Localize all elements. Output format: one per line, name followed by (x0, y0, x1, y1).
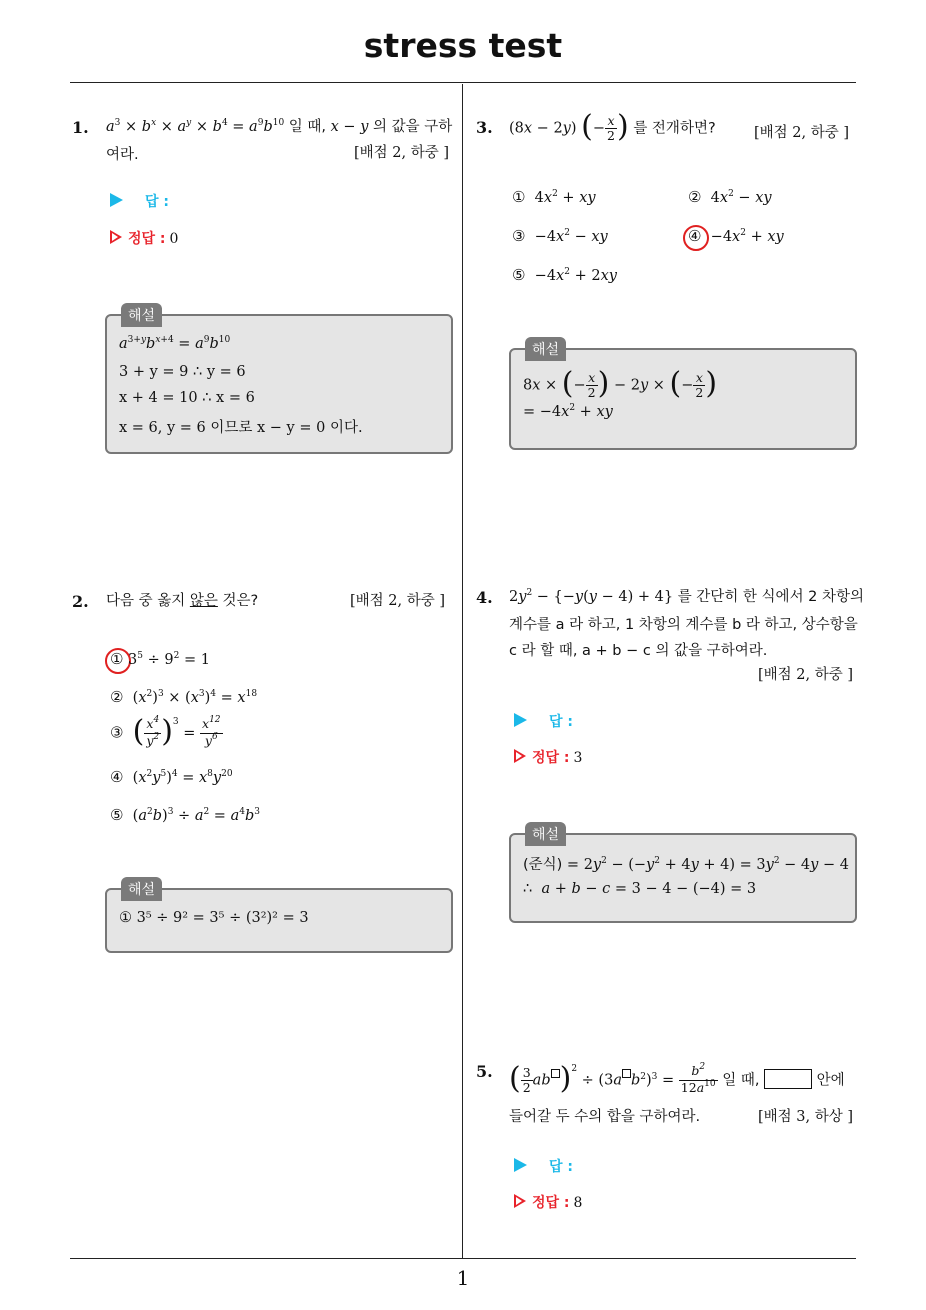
explanation-box (105, 882, 453, 953)
play-icon (514, 1158, 527, 1172)
solution-label: 정답 : 3 (514, 747, 582, 767)
explain-line: ① 3⁵ ÷ 9² = 3⁵ ÷ (3²)² = 3 (119, 910, 309, 926)
score: [배점 3, 하상 ] (758, 1109, 854, 1125)
question-number: 1. (72, 118, 89, 137)
question-text: $2y^2 - \{-y(y - 4) + 4\}$ 를 간단히 한 식에서 2 차항의 계수를 a 라 하고, 1 차항의 계수를 b 라 하고, 상수항을 c 라 할 때, a + b − c 의 값을 구하여라. (509, 588, 865, 659)
explanation-tab: 해설 (525, 337, 566, 361)
triangle-outline-icon (514, 749, 526, 763)
choice-5[interactable]: ⑤ $-4x^2 + 2xy$ (512, 266, 617, 284)
choice-5[interactable]: ⑤ $(a^2b)^3 \div a^2 = a^4b^3$ (110, 806, 260, 824)
bottom-rule (70, 1258, 856, 1259)
explanation-box: 해설 (준식) = $2y^2 - (-y^2 + 4y + 4) = 3y^2 - 4y - 4$ ∴ a + b − c = 3 − 4 − (−4) = 3 (509, 833, 857, 923)
answer-label: 답 : (110, 191, 169, 211)
choice-1[interactable]: ① $3^5 \div 9^2 = 1$ (110, 650, 210, 668)
choice-4[interactable]: ④ $(x^2y^5)^4 = x^8y^{20}$ (110, 768, 233, 786)
triangle-outline-icon (110, 230, 122, 244)
score: [배점 2, 하중 ] (758, 667, 854, 683)
column-divider (462, 84, 463, 1258)
question-text: (8x − 2y) (− $\frac{x}{2}$ ) 를 전개하면? (509, 108, 716, 144)
answer-label: 답 : (514, 711, 573, 731)
play-icon (514, 713, 527, 727)
page-title: stress test (363, 26, 563, 65)
page-number: 1 (456, 1266, 470, 1290)
score: [배점 2, 하중 ] (754, 125, 850, 141)
explanation-tab: 해설 (525, 822, 566, 846)
choice-1[interactable]: ① $4x^2$ + xy (512, 188, 596, 206)
choice-2[interactable]: ② $(x^2)^3 \times (x^3)^4 = x^{18}$ (110, 688, 258, 706)
explain-line: x + 4 = 10 ∴ x = 6 (119, 390, 255, 406)
blank-box (764, 1069, 812, 1089)
explain-line: 3 + y = 9 ∴ y = 6 (119, 364, 246, 380)
solution-label: 정답 : 0 (110, 228, 178, 248)
choice-2[interactable]: ② $4x^2$ − xy (688, 188, 772, 206)
question-text: ( $\frac{3}{2}$ ab )$^2$ ÷ (3a $b^2)^3$ = $\frac{b^2}{12a^{10}}$ 일 때, 안에 (509, 1060, 845, 1096)
play-icon (110, 193, 123, 207)
answer-label: 답 : (514, 1156, 573, 1176)
choice-3[interactable]: ③ ( $\frac{x^4}{y^2}$ )$^3$ = $\frac{x^{12}}{y^6}$ (110, 714, 221, 749)
question-number: 2. (72, 592, 89, 611)
question-text: $a^3 \times b^x \times a^y \times b^4 = a^9b^{10}$ 일 때, x − y 의 값을 구하 여라. (106, 118, 453, 163)
solution-label: 정답 : 8 (514, 1192, 582, 1212)
question-text-2: 들어갈 두 수의 합을 구하여라. (509, 1109, 701, 1125)
choice-4[interactable]: ④ $-4x^2$ + xy (688, 227, 784, 245)
explanation-box: 해설 8x × (− $\frac{x}{2}$ ) − 2y × (− $\frac{x}{2}$ ) = $-4x^2$ + xy (509, 348, 857, 450)
explanation-tab: 해설 (121, 303, 162, 327)
question-number: 5. (476, 1062, 493, 1081)
top-rule (70, 82, 856, 83)
explain-line: x = 6, y = 6 이므로 x − y = 0 이다. (119, 420, 363, 436)
question-text: 다음 중 옳지 않은 것은? (106, 593, 259, 609)
score: [배점 2, 하중 ] (354, 145, 450, 161)
score: [배점 2, 하중 ] (350, 593, 446, 609)
question-number: 3. (476, 118, 493, 137)
triangle-outline-icon (514, 1194, 526, 1208)
question-number: 4. (476, 588, 493, 607)
explanation-box: 해설 $a^{3+y}b^{x+4} = a^9b^{10}$ 3 + y = 9 ∴ y = 6 x + 4 = 10 ∴ x = 6 x = 6, y = 6 이므로 x − y = 0 이다. (105, 314, 453, 454)
explanation-tab: 해설 (121, 877, 162, 901)
choice-3[interactable]: ③ $-4x^2$ − xy (512, 227, 608, 245)
